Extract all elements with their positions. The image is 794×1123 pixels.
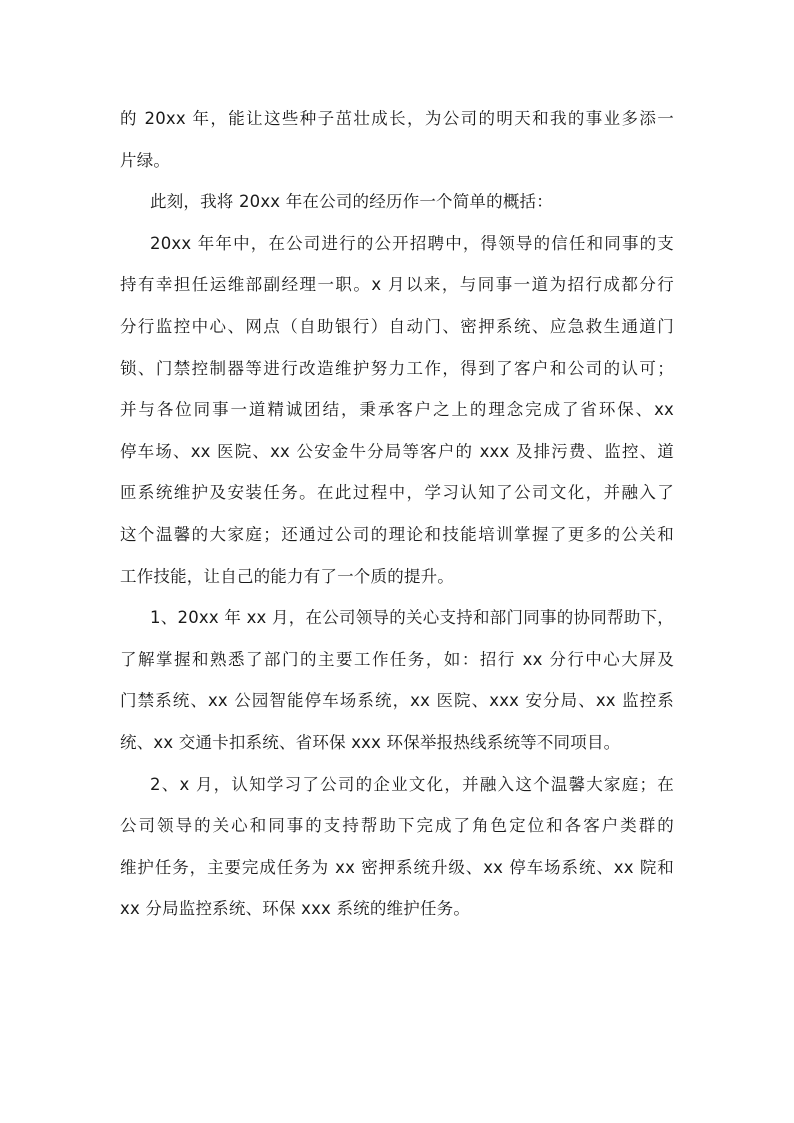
paragraph-start-line: 20xx 年年中，在公司进行的公开招聘中，得领导的信任和同事的支 <box>150 233 674 253</box>
paragraph-start-line: 此刻，我将 20xx 年在公司的经历作一个简单的概括： <box>150 192 553 212</box>
text-line: 匝系统维护及安装任务。在此过程中，学习认知了公司文化，并融入了 <box>120 483 674 503</box>
document-body <box>120 98 674 930</box>
text-line: 门禁系统、xx 公园智能停车场系统，xx 医院、xxx 安分局、xx 监控系 <box>120 691 674 711</box>
text-line: 持有幸担任运维部副经理一职。x 月以来，与同事一道为招行成都分行 <box>120 275 674 295</box>
text-line: 统、xx 交通卡扣系统、省环保 xxx 环保举报热线系统等不同项目。 <box>120 732 621 752</box>
text-line: 锁、门禁控制器等进行改造维护努力工作，得到了客户和公司的认可； <box>120 358 674 378</box>
text-line: 维护任务，主要完成任务为 xx 密押系统升级、xx 停车场系统、xx 院和 <box>120 857 674 877</box>
text-line: 停车场、xx 医院、xx 公安金牛分局等客户的 xxx 及排污费、监控、道 <box>120 441 674 461</box>
text-line: xx 分局监控系统、环保 xxx 系统的维护任务。 <box>120 899 471 919</box>
text-line: 分行监控中心、网点（自助银行）自动门、密押系统、应急救生通道门 <box>120 316 674 336</box>
paragraph-start-line: 1、20xx 年 xx 月，在公司领导的关心支持和部门同事的协同帮助下， <box>150 608 674 628</box>
text-line: 工作技能，让自己的能力有了一个质的提升。 <box>120 566 454 586</box>
text-line: 的 20xx 年，能让这些种子茁壮成长，为公司的明天和我的事业多添一 <box>120 109 674 128</box>
text-line: 这个温馨的大家庭；还通过公司的理论和技能培训掌握了更多的公关和 <box>120 524 674 544</box>
paragraph-start-line: 2、x 月，认知学习了公司的企业文化，并融入这个温馨大家庭；在 <box>150 774 674 794</box>
text-line: 公司领导的关心和同事的支持帮助下完成了角色定位和各客户类群的 <box>120 816 674 836</box>
text-line: 并与各位同事一道精诚团结，秉承客户之上的理念完成了省环保、xx <box>120 400 674 420</box>
text-line: 片绿。 <box>120 150 171 170</box>
text-line: 了解掌握和熟悉了部门的主要工作任务，如：招行 xx 分行中心大屏及 <box>120 649 674 669</box>
